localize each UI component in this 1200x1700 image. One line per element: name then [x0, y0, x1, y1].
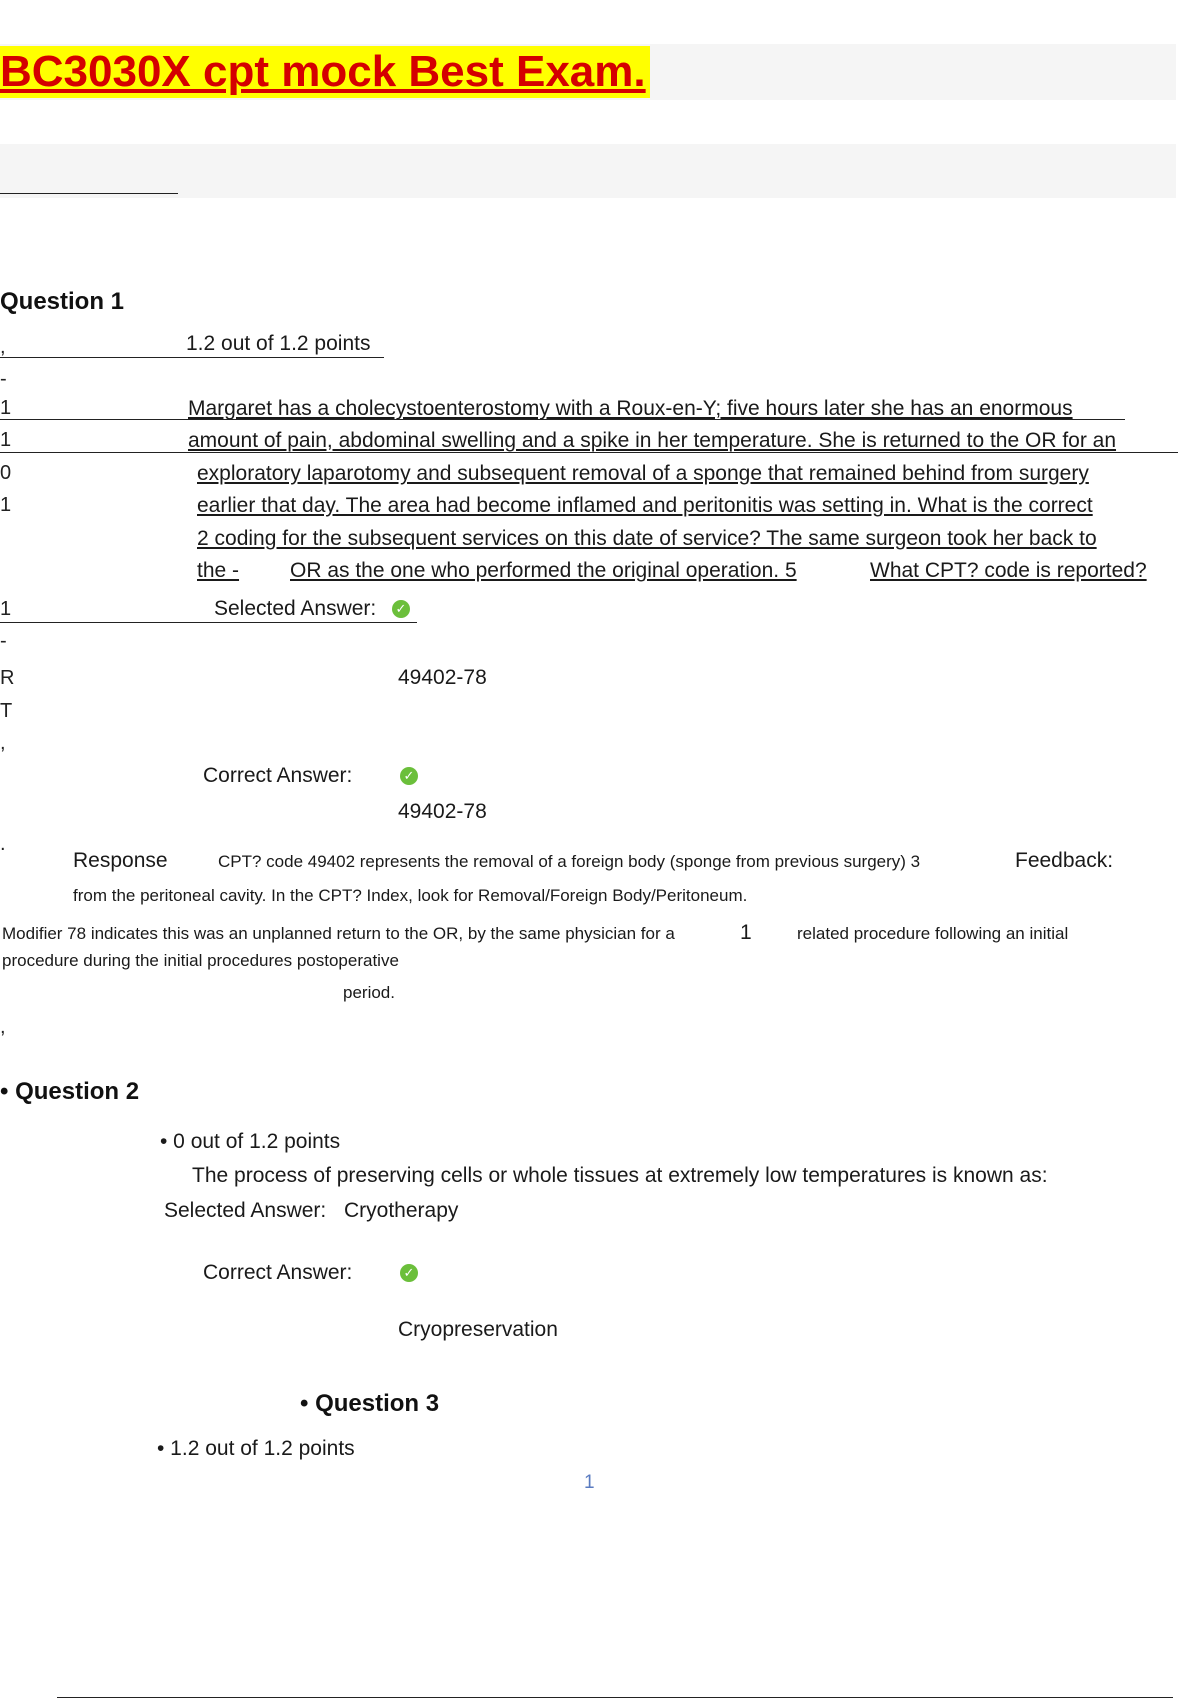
modifier-footnote-number: 1 — [740, 921, 752, 944]
question-1-stem-line: OR as the one who performed the original operation. 5 — [290, 559, 797, 582]
question-1-correct-value: 49402-78 — [398, 800, 487, 823]
question-1-stem-line: earlier that day. The area had become inflamed and peritonitis was setting in. What is the correct — [197, 494, 1093, 517]
margin-char: 1 — [0, 397, 12, 419]
question-1-stem-line: exploratory laparotomy and subsequent removal of a sponge that remained behind from surgery — [197, 462, 1089, 485]
divider — [0, 193, 178, 194]
question-3-heading: • Question 3 — [300, 1390, 440, 1417]
question-3-points: • 1.2 out of 1.2 points — [157, 1437, 355, 1460]
margin-char: . — [0, 833, 6, 855]
question-2-points: • 0 out of 1.2 points — [160, 1130, 341, 1153]
question-2-selected-label: Selected Answer: — [164, 1199, 327, 1222]
modifier-text-line: procedure during the initial procedures postoperative — [2, 951, 399, 970]
page-number: 1 — [584, 1472, 595, 1493]
question-1-stem-line: amount of pain, abdominal swelling and a spike in her temperature. She is returned to the OR for an — [188, 429, 1117, 452]
question-1-selected-value: 49402-78 — [398, 666, 487, 689]
question-1-selected-label: Selected Answer: — [214, 597, 377, 620]
margin-char: 0 — [0, 462, 12, 484]
margin-char: - — [0, 630, 7, 652]
question-2-selected-value: Cryotherapy — [344, 1199, 459, 1222]
check-icon: ✓ — [392, 600, 410, 618]
question-2-heading: • Question 2 — [0, 1078, 140, 1105]
page-title: BC3030X cpt mock Best Exam. — [0, 46, 650, 98]
margin-char: , — [0, 336, 6, 358]
margin-char: T — [0, 700, 13, 722]
question-1-stem-line: Margaret has a cholecystoenterostomy with a Roux-en-Y; five hours later she has an enormous — [188, 397, 1073, 420]
question-2-correct-label: Correct Answer: — [203, 1261, 353, 1284]
modifier-text-line: Modifier 78 indicates this was an unplanned return to the OR, by the same physician for a — [2, 924, 675, 943]
footer-rule — [57, 1697, 1173, 1698]
question-1-correct-label: Correct Answer: — [203, 764, 353, 787]
subheader-band — [0, 144, 1176, 198]
points-rule — [0, 357, 384, 358]
question-1-stem-line: the - — [197, 559, 240, 582]
question-1-stem-line: What CPT? code is reported? — [870, 559, 1147, 582]
margin-char: 1 — [0, 598, 12, 620]
response-label: Response — [73, 849, 168, 872]
feedback-label: Feedback: — [1015, 849, 1114, 872]
feedback-text-line: CPT? code 49402 represents the removal of a foreign body (sponge from previous surgery) 3 — [218, 852, 921, 871]
check-icon: ✓ — [400, 1264, 418, 1282]
margin-char: , — [0, 732, 6, 754]
question-1-heading: Question 1 — [0, 288, 125, 315]
modifier-text-line: related procedure following an initial — [797, 924, 1069, 943]
margin-char: 1 — [0, 494, 12, 516]
question-1-stem-line: 2 coding for the subsequent services on this date of service? The same surgeon took her back to — [197, 527, 1097, 550]
margin-char: R — [0, 667, 15, 689]
answer-rule — [0, 622, 417, 623]
margin-char: , — [0, 1016, 6, 1038]
feedback-text-line: from the peritoneal cavity. In the CPT? Index, look for Removal/Foreign Body/Peritoneum. — [73, 886, 748, 905]
question-1-points: 1.2 out of 1.2 points — [186, 332, 371, 355]
margin-char: - — [0, 368, 7, 390]
check-icon: ✓ — [400, 767, 418, 785]
margin-char: 1 — [0, 429, 12, 451]
question-2-stem: The process of preserving cells or whole tissues at extremely low temperatures is known as: — [192, 1164, 1048, 1187]
modifier-text-line: period. — [343, 983, 395, 1002]
question-2-correct-value: Cryopreservation — [398, 1318, 558, 1341]
